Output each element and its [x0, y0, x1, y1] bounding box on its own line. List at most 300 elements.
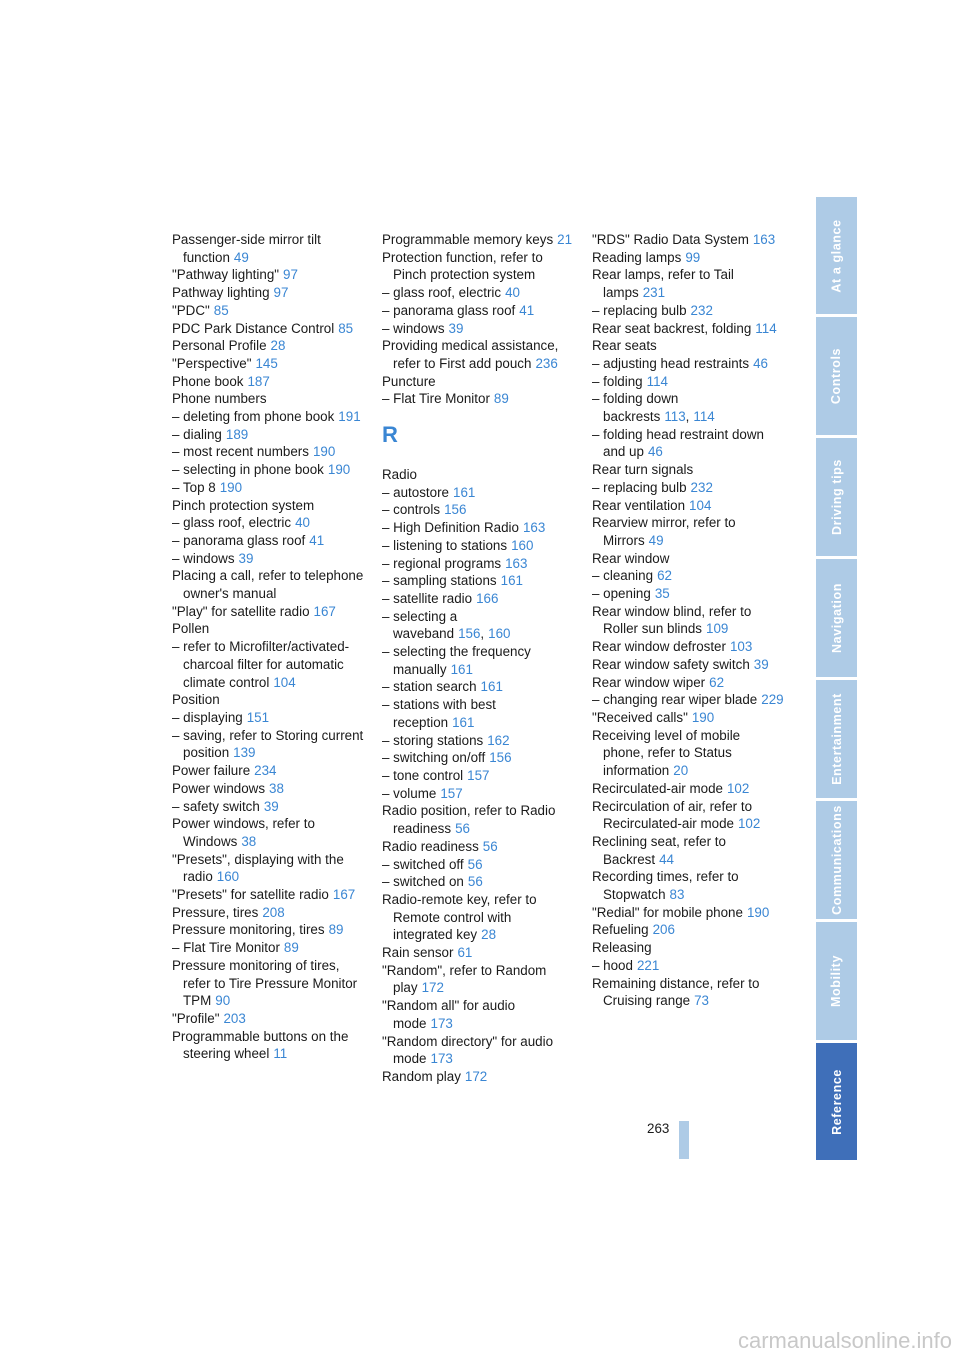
- index-entry: [592, 656, 784, 674]
- page-reference-link[interactable]: 102: [737, 816, 761, 832]
- index-entry-text: Recording times, refer to Stopwatch: [592, 869, 739, 903]
- index-entry-text: Rear window safety switch: [592, 656, 750, 672]
- index-entry-text: Rear ventilation: [592, 497, 686, 513]
- page-reference-link[interactable]: 157: [467, 767, 490, 783]
- page-reference-link[interactable]: 232: [690, 302, 713, 318]
- page-reference-link[interactable]: 161: [452, 714, 475, 730]
- page-reference-link[interactable]: 229: [761, 692, 784, 708]
- index-entry-text: Pinch protection system: [172, 497, 315, 513]
- index-entry-text: – folding down backrests: [592, 391, 679, 425]
- index-entry-text: – safety switch: [172, 798, 260, 814]
- index-entry-text: Pressure, tires: [172, 904, 259, 920]
- index-entry-text: Position: [172, 692, 220, 708]
- index-entry-text: Power failure: [172, 763, 251, 779]
- index-entry: [172, 603, 364, 621]
- index-entry: [382, 284, 574, 302]
- index-entry-text: – sampling stations: [382, 573, 497, 589]
- index-entry-text: – stations with best reception: [382, 697, 496, 730]
- index-entry: [382, 302, 574, 320]
- page-reference-link[interactable]: 232: [690, 479, 713, 495]
- index-entry: [172, 408, 364, 426]
- page-reference-link[interactable]: 157: [440, 785, 463, 801]
- page-reference-link[interactable]: 39: [263, 798, 279, 814]
- index-entry: [172, 337, 364, 355]
- index-entry-text: – hood: [592, 957, 633, 973]
- index-entry: [382, 944, 574, 962]
- index-entry: [172, 691, 364, 709]
- index-entry-text: – Flat Tire Monitor: [172, 940, 280, 956]
- index-entry: [592, 479, 784, 497]
- page-reference-link[interactable]: 160: [511, 537, 534, 553]
- index-entry-text: Random play: [382, 1068, 461, 1084]
- tab-label: Entertainment: [829, 693, 844, 785]
- page-reference-link[interactable]: 102: [726, 780, 750, 796]
- page-reference-link[interactable]: 73: [694, 993, 709, 1009]
- page-reference-link[interactable]: 89: [493, 391, 509, 407]
- index-entry: [382, 249, 574, 284]
- index-entry: [382, 373, 574, 391]
- index-entry: [172, 567, 364, 602]
- page-reference-link[interactable]: 90: [215, 993, 231, 1009]
- index-entry-text: Rear window wiper: [592, 674, 706, 690]
- index-entry: [382, 643, 574, 678]
- index-entry-text: – replacing bulb: [592, 302, 687, 318]
- index-entry: [382, 519, 574, 537]
- page-reference-link[interactable]: 190: [327, 462, 351, 478]
- index-entry: [172, 921, 364, 939]
- index-entry-text: – dialing: [172, 426, 222, 442]
- page-reference-link[interactable]: 62: [657, 568, 672, 584]
- index-entry-text: – switched on: [382, 874, 464, 890]
- index-entry: [382, 466, 574, 484]
- page-reference-link[interactable]: 20: [673, 763, 689, 779]
- index-entry: [172, 266, 364, 284]
- index-entry-text: Power windows, refer to Windows: [172, 816, 315, 849]
- page-reference-link[interactable]: 231: [642, 285, 666, 301]
- index-entry-text: – station search: [382, 679, 477, 695]
- index-entry: [382, 767, 574, 785]
- page-reference-link[interactable]: 190: [219, 479, 243, 495]
- index-entry: [592, 674, 784, 692]
- index-entry: [592, 603, 784, 638]
- index-entry-text: Remaining distance, refer to Cruising range: [592, 975, 760, 1009]
- page-reference-link[interactable]: 160: [216, 869, 240, 885]
- page-reference-link[interactable]: 11: [273, 1046, 288, 1062]
- index-entry-text: PDC Park Distance Control: [172, 320, 335, 336]
- index-entry-text: – refer to Microfilter/activated-charcoal filter for automatic climate control: [172, 639, 350, 690]
- index-entry: [172, 514, 364, 532]
- page-reference-link[interactable]: 56: [482, 838, 498, 854]
- page-reference-link[interactable]: 160: [488, 626, 511, 642]
- index-entry-text: – controls: [382, 502, 441, 518]
- page-reference-link[interactable]: 40: [295, 515, 310, 531]
- page-reference-link[interactable]: 234: [254, 763, 277, 779]
- index-entry: [172, 727, 364, 762]
- index-entry-text: Programmable memory keys: [382, 232, 554, 247]
- page-reference-link[interactable]: 38: [241, 833, 257, 849]
- index-entry: [172, 284, 364, 302]
- page-reference-link[interactable]: 221: [636, 957, 660, 973]
- index-entry: [592, 373, 784, 391]
- page-reference-link[interactable]: 189: [225, 426, 249, 442]
- index-entry: [382, 590, 574, 608]
- index-entry-text: Passenger-side mirror tilt function: [172, 232, 321, 265]
- index-entry-text: Reclining seat, refer to Backrest: [592, 833, 726, 867]
- index-entry: [592, 337, 784, 355]
- index-entry-text: Phone numbers: [172, 391, 267, 407]
- index-entry-text: – most recent numbers: [172, 444, 309, 460]
- index-entry: [172, 638, 364, 691]
- page-reference-link[interactable]: 89: [283, 940, 299, 956]
- index-entry-text: "Random directory" for audio mode: [382, 1033, 554, 1067]
- index-entry-text: Pressure monitoring, tires: [172, 922, 325, 938]
- index-entry: [172, 1010, 364, 1028]
- page-reference-link[interactable]: 113: [664, 409, 686, 425]
- tab-label: At a glance: [829, 218, 844, 293]
- index-entry: [592, 833, 784, 868]
- page-reference-link[interactable]: 236: [535, 355, 558, 371]
- index-entry-text: – Flat Tire Monitor: [382, 391, 490, 407]
- page-reference-link[interactable]: 190: [691, 709, 715, 725]
- tab-mobility[interactable]: [816, 922, 857, 1040]
- tab-label: Controls: [829, 347, 844, 405]
- index-entry: [172, 461, 364, 479]
- index-entry: [172, 426, 364, 444]
- index-entry-text: Rear window blind, refer to Roller sun blinds: [592, 603, 752, 637]
- index-entry: [382, 320, 574, 338]
- index-entry-text: Radio position, refer to Radio readiness: [382, 803, 556, 837]
- index-entry: [592, 426, 784, 461]
- index-entry-text: Pollen: [172, 621, 210, 637]
- index-entry-text: – windows: [172, 550, 235, 566]
- index-entry-text: Rear seat backrest, folding: [592, 320, 752, 336]
- index-entry-text: – replacing bulb: [592, 479, 687, 495]
- tab-label: Communications: [829, 805, 844, 915]
- index-entry-text: – regional programs: [382, 555, 502, 571]
- page-reference-link[interactable]: 28: [481, 927, 497, 943]
- page-reference-link[interactable]: 56: [467, 874, 483, 890]
- page-reference-link[interactable]: 161: [450, 661, 473, 677]
- index-entry-text: Providing medical assistance, refer to First add pouch: [382, 338, 559, 371]
- index-entry: [592, 691, 784, 709]
- page-reference-link[interactable]: 156: [489, 750, 512, 766]
- index-entry-text: Phone book: [172, 373, 244, 389]
- index-entry: [592, 320, 784, 338]
- page-reference-link[interactable]: 103: [729, 639, 753, 655]
- page-reference-link[interactable]: 62: [709, 674, 725, 690]
- index-entry-text: "Random all" for audio mode: [382, 998, 516, 1031]
- index-entry: [382, 838, 574, 856]
- page-reference-link[interactable]: 89: [328, 922, 344, 938]
- index-entry-text: Radio readiness: [382, 838, 479, 854]
- index-entry-text: "Random", refer to Random play: [382, 962, 547, 996]
- page-reference-link[interactable]: 163: [505, 555, 528, 571]
- index-entry-text: – panorama glass roof: [172, 532, 306, 548]
- watermark: carmanualsonline.info: [737, 1328, 952, 1353]
- tab-at-a-glance[interactable]: [816, 197, 857, 314]
- index-entry: [172, 939, 364, 957]
- index-entry: [592, 957, 784, 975]
- index-entry: [172, 497, 364, 515]
- index-entry-text: – High Definition Radio: [382, 520, 519, 536]
- index-entry: [592, 461, 784, 479]
- index-entry-text: – saving, refer to Storing current position: [172, 727, 364, 761]
- page-reference-link[interactable]: 85: [213, 302, 229, 318]
- index-entry: [592, 390, 784, 425]
- index-entry: [592, 514, 784, 549]
- index-entry-text: Personal Profile: [172, 338, 267, 354]
- index-entry-text: "RDS" Radio Data System: [592, 232, 749, 247]
- tab-label: Driving tips: [829, 459, 844, 535]
- index-entry-text: "Perspective": [172, 355, 252, 371]
- page-reference-link[interactable]: 163: [522, 520, 546, 536]
- tab-entertainment[interactable]: [816, 680, 857, 798]
- index-entry: [592, 780, 784, 798]
- page-reference-link[interactable]: 166: [476, 590, 499, 606]
- index-entry: [172, 390, 364, 408]
- page-reference-link[interactable]: 114: [693, 409, 715, 425]
- page-reference-link[interactable]: 173: [430, 1051, 453, 1067]
- page-reference-link[interactable]: 99: [685, 249, 701, 265]
- index-entry-text: – adjusting head restraints: [592, 355, 750, 371]
- index-column-1: [172, 231, 364, 1063]
- page-reference-link[interactable]: 41: [519, 302, 535, 318]
- page-reference-link[interactable]: 172: [421, 980, 444, 996]
- index-entry-text: – opening: [592, 586, 651, 602]
- index-entry: [592, 567, 784, 585]
- index-entry: [382, 1033, 574, 1068]
- page-reference-link[interactable]: 114: [646, 373, 668, 389]
- page-reference-link[interactable]: 114: [755, 320, 777, 336]
- index-entry: [592, 302, 784, 320]
- page-reference-link[interactable]: 139: [233, 745, 256, 761]
- index-entry-text: – selecting a waveband: [382, 608, 458, 642]
- index-entry: [172, 302, 364, 320]
- index-entry: [172, 231, 364, 266]
- index-entry: [592, 355, 784, 373]
- page-reference-link[interactable]: 35: [654, 586, 670, 602]
- page-reference-link[interactable]: 187: [247, 373, 270, 389]
- index-entry-text: – folding: [592, 373, 643, 389]
- index-entry: [382, 785, 574, 803]
- index-entry: [172, 532, 364, 550]
- page-reference-link[interactable]: 156: [458, 626, 481, 642]
- index-entry-text: – glass roof, electric: [382, 285, 502, 301]
- index-entry: [172, 904, 364, 922]
- page-reference-link[interactable]: 145: [255, 355, 278, 371]
- index-entry-text: Rear lamps, refer to Tail lamps: [592, 267, 734, 301]
- index-entry: [382, 537, 574, 555]
- index-entry: [382, 749, 574, 767]
- page-reference-link[interactable]: 83: [669, 887, 685, 903]
- index-entry-text: – folding head restraint down and up: [592, 426, 764, 460]
- index-entry: [172, 443, 364, 461]
- index-entry: [382, 873, 574, 891]
- index-entry: [382, 337, 574, 372]
- index-entry: [592, 921, 784, 939]
- page-reference-link[interactable]: 46: [647, 444, 663, 460]
- page-reference-link[interactable]: 167: [313, 603, 336, 619]
- index-entry: [172, 851, 364, 886]
- index-entry: [382, 997, 574, 1032]
- page-reference-link[interactable]: 104: [273, 674, 296, 690]
- index-entry-text: Puncture: [382, 373, 436, 389]
- tab-controls[interactable]: [816, 317, 857, 435]
- page-reference-link[interactable]: 172: [464, 1068, 488, 1084]
- page-reference-link[interactable]: 39: [448, 320, 464, 336]
- index-entry-text: – glass roof, electric: [172, 515, 292, 531]
- index-entry-text: "Redial" for mobile phone: [592, 904, 743, 920]
- page-reference-link[interactable]: 41: [309, 532, 325, 548]
- index-entry: [382, 1068, 574, 1086]
- page-number: 263: [647, 1121, 670, 1136]
- index-entry: [382, 802, 574, 837]
- index-entry-text: – changing rear wiper blade: [592, 692, 758, 708]
- index-entry-text: "Presets", displaying with the radio: [172, 851, 344, 885]
- page-reference-link[interactable]: 97: [283, 267, 298, 283]
- index-entry: [382, 231, 574, 249]
- index-entry: [592, 249, 784, 267]
- index-entry: [592, 868, 784, 903]
- index-entry-text: – selecting in phone book: [172, 462, 324, 478]
- index-entry: [592, 798, 784, 833]
- index-entry: [592, 497, 784, 515]
- index-entry: [382, 484, 574, 502]
- index-entry: [172, 373, 364, 391]
- index-entry-text: Radio-remote key, refer to Remote control with integrated key: [382, 891, 537, 943]
- index-entry: [172, 798, 364, 816]
- index-entry-text: Rear seats: [592, 338, 657, 354]
- index-entry-text: Refueling: [592, 922, 649, 938]
- index-entry-text: "PDC": [172, 302, 210, 318]
- page-reference-link[interactable]: 161: [500, 573, 523, 589]
- page-reference-link[interactable]: 203: [223, 1010, 246, 1026]
- index-entry-text: Pathway lighting: [172, 285, 270, 301]
- index-entry: [382, 732, 574, 750]
- index-entry: [172, 780, 364, 798]
- page-reference-link[interactable]: 161: [453, 484, 476, 500]
- index-entry: [592, 975, 784, 1010]
- index-entry-text: – cleaning: [592, 568, 654, 584]
- index-entry-text: Receiving level of mobile phone, refer to Status information: [592, 727, 741, 779]
- page-reference-link[interactable]: 208: [262, 904, 285, 920]
- tab-label: Navigation: [829, 583, 844, 653]
- index-entry: [172, 886, 364, 904]
- page-reference-link[interactable]: 49: [233, 249, 249, 265]
- page-reference-link[interactable]: 190: [746, 904, 770, 920]
- index-entry: [172, 620, 364, 638]
- page-reference-link[interactable]: 39: [238, 550, 254, 566]
- page-reference-link[interactable]: 161: [480, 679, 503, 695]
- page-reference-link[interactable]: 163: [752, 232, 776, 247]
- index-entry: [592, 585, 784, 603]
- index-entry: [172, 1028, 364, 1063]
- index-entry: [172, 320, 364, 338]
- index-column-3: [592, 231, 784, 1010]
- index-entry-text: Radio: [382, 467, 417, 483]
- index-entry: [382, 390, 574, 408]
- page-reference-link[interactable]: 85: [338, 320, 354, 336]
- index-entry-text: "Profile": [172, 1010, 220, 1026]
- index-entry: [172, 709, 364, 727]
- page-reference-link[interactable]: 206: [652, 922, 675, 938]
- index-entry: [592, 939, 784, 957]
- index-entry-text: Power windows: [172, 780, 266, 796]
- page-reference-link[interactable]: 190: [312, 444, 336, 460]
- index-entry-text: – deleting from phone book: [172, 409, 335, 425]
- index-entry-text: – tone control: [382, 767, 464, 783]
- page-reference-link[interactable]: 40: [505, 285, 520, 301]
- index-entry-text: Protection function, refer to Pinch protection system: [382, 249, 543, 283]
- page-reference-link[interactable]: 156: [444, 502, 467, 518]
- page-reference-link[interactable]: 46: [753, 355, 768, 371]
- index-entry-text: Rearview mirror, refer to Mirrors: [592, 515, 736, 548]
- page-reference-link[interactable]: 38: [269, 780, 284, 796]
- page-reference-link[interactable]: 28: [270, 338, 286, 354]
- page-reference-link[interactable]: 49: [648, 532, 664, 548]
- index-entry-text: – switched off: [382, 856, 464, 872]
- index-entry-text: – autostore: [382, 484, 449, 500]
- tab-label: Mobility: [829, 954, 844, 1008]
- page-reference-link[interactable]: 44: [659, 851, 674, 867]
- page-reference-link[interactable]: 56: [467, 856, 483, 872]
- index-entry-text: Programmable buttons on the steering wheel: [172, 1028, 349, 1062]
- tab-communications[interactable]: [816, 801, 857, 919]
- index-entry: [592, 904, 784, 922]
- index-entry: [382, 678, 574, 696]
- page-reference-link[interactable]: 56: [455, 821, 470, 837]
- tab-navigation[interactable]: [816, 559, 857, 677]
- index-entry: [592, 550, 784, 568]
- index-entry: [382, 856, 574, 874]
- index-entry-text: Rain sensor: [382, 945, 454, 961]
- index-entry: [382, 555, 574, 573]
- index-entry: [172, 957, 364, 1010]
- index-entry: [592, 709, 784, 727]
- tab-reference[interactable]: [816, 1043, 857, 1160]
- section-tabs: [816, 197, 857, 1160]
- index-entry-text: – selecting the frequency manually: [382, 644, 531, 677]
- index-entry-text: – listening to stations: [382, 537, 508, 553]
- page-separator: ,: [685, 409, 690, 425]
- page-reference-link[interactable]: 39: [753, 656, 769, 672]
- index-entry-text: Pressure monitoring of tires, refer to Tire Pressure Monitor TPM: [172, 957, 358, 1009]
- tab-driving-tips[interactable]: [816, 438, 857, 556]
- page-reference-link[interactable]: 167: [332, 887, 356, 903]
- index-entry-text: "Received calls": [592, 709, 688, 725]
- index-entry-text: Recirculated-air mode: [592, 780, 723, 796]
- page-reference-link[interactable]: 151: [246, 709, 270, 725]
- index-entry-text: – satellite radio: [382, 590, 473, 606]
- page-reference-link[interactable]: 104: [689, 497, 712, 513]
- index-entry: [172, 762, 364, 780]
- index-entry: [172, 479, 364, 497]
- index-entry-text: "Play" for satellite radio: [172, 603, 310, 619]
- page-reference-link[interactable]: 191: [338, 409, 361, 425]
- page-reference-link[interactable]: 173: [430, 1015, 453, 1031]
- page-reference-link[interactable]: 21: [557, 232, 573, 247]
- index-entry-text: – windows: [382, 320, 445, 336]
- index-entry-text: – displaying: [172, 709, 243, 725]
- index-entry: [592, 638, 784, 656]
- index-entry: [382, 501, 574, 519]
- page-reference-link[interactable]: 162: [487, 732, 510, 748]
- index-entry-text: Rear turn signals: [592, 462, 694, 478]
- index-entry-text: Recirculation of air, refer to Recirculated-air mode: [592, 798, 753, 832]
- page-reference-link[interactable]: 109: [706, 621, 729, 637]
- page-reference-link[interactable]: 61: [457, 945, 473, 961]
- page-reference-link[interactable]: 97: [273, 285, 289, 301]
